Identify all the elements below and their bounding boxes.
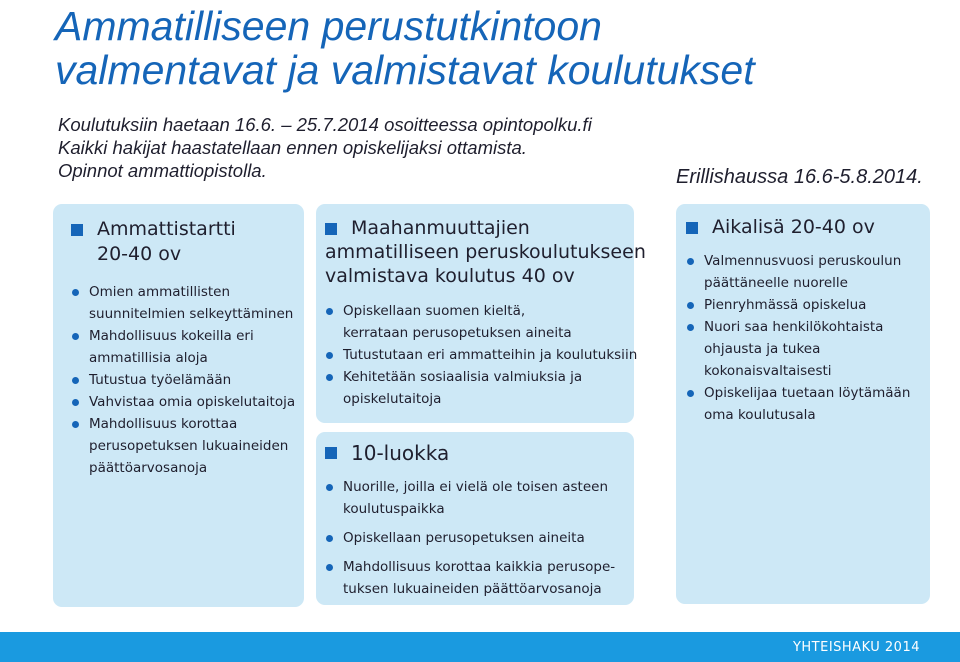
bullet-icon — [326, 484, 333, 491]
list-item-line: Opiskellaan suomen kieltä, — [343, 303, 526, 319]
kymppiluokka-heading-text — [351, 440, 449, 466]
maahanmuuttajat-heading-text — [325, 216, 530, 240]
list-item — [686, 250, 920, 294]
heading-line: 10-luokka — [351, 441, 450, 465]
list-item-line: Mahdollisuus kokeilla eri — [89, 328, 254, 344]
bullet-icon — [72, 289, 79, 296]
list-item-line: Tutustua työelämään — [89, 372, 232, 388]
maahanmuuttajat-heading — [325, 216, 624, 240]
kymppiluokka-box — [316, 432, 634, 605]
heading-line: Aikalisä 20-40 ov — [712, 216, 875, 238]
list-item-line: Opiskelijaa tuetaan löytämään — [704, 385, 911, 401]
list-item-line: Nuori saa henkilökohtaista — [704, 319, 884, 335]
heading-line: ammatilliseen peruskoulutukseen — [325, 241, 646, 263]
list-item-line: opiskelutaitoja — [343, 391, 442, 407]
list-item-line: kerrataan perusopetuksen aineita — [343, 325, 572, 341]
list-item — [325, 556, 624, 600]
list-item-line: Nuorille, joilla ei vielä ole toisen asteen — [343, 479, 609, 495]
list-item — [71, 413, 288, 479]
ammattistartti-heading-text — [97, 217, 236, 267]
aikalisa-box — [676, 204, 930, 604]
bullet-icon — [687, 258, 694, 265]
list-item-line: kokonaisvaltaisesti — [704, 363, 832, 379]
intro-line-1: Koulutuksiin haetaan 16.6. – 25.7.2014 osoitteessa opintopolku.fi — [58, 114, 592, 135]
list-item-line: Mahdollisuus korottaa — [89, 416, 238, 432]
list-item — [686, 294, 920, 316]
footer-bar — [0, 632, 960, 662]
list-item-line: Opiskellaan perusopetuksen aineita — [343, 530, 585, 546]
bullet-icon — [326, 352, 333, 359]
list-item-line: Mahdollisuus korottaa kaikkia perusope- — [343, 559, 616, 575]
aikalisa-heading — [686, 215, 920, 239]
ammattistartti-heading — [71, 217, 288, 267]
bullet-icon — [687, 390, 694, 397]
list-item — [325, 366, 624, 410]
erillishaku-note: Erillishaussa 16.6-5.8.2014. — [676, 166, 923, 188]
list-item — [325, 344, 638, 366]
list-item-line: perusopetuksen lukuaineiden — [89, 438, 289, 454]
list-item — [71, 391, 296, 413]
list-item-line: päättöarvosanoja — [89, 460, 208, 476]
list-item — [71, 281, 294, 325]
intro-line-2: Kaikki hakijat haastatellaan ennen opiskelijaksi ottamista. — [58, 137, 527, 158]
bullet-icon — [326, 535, 333, 542]
aikalisa-list — [686, 250, 920, 426]
bullet-icon — [72, 421, 79, 428]
maahanmuuttajat-list — [325, 300, 638, 410]
page-title-line-2: valmentavat ja valmistavat koulutukset — [55, 47, 755, 93]
list-item — [325, 300, 624, 344]
list-item — [686, 382, 920, 426]
list-item-line: tuksen lukuaineiden päättöarvosanoja — [343, 581, 602, 597]
maahanmuuttajat-box — [316, 204, 646, 423]
intro-text — [58, 113, 592, 182]
list-item — [71, 369, 288, 391]
list-item-line: Valmennusvuosi peruskoulun — [704, 253, 902, 269]
page-title-line-1: Ammatilliseen perustutkintoon — [55, 3, 602, 49]
list-item-line: koulutuspaikka — [343, 501, 445, 517]
list-item-line: Tutustutaan eri ammatteihin ja koulutuksiin — [343, 347, 638, 363]
footer-label: YHTEISHAKU 2014 — [792, 640, 920, 655]
list-item-line: Omien ammatillisten — [89, 284, 231, 300]
kymppiluokka-list — [325, 476, 624, 600]
list-item-line: Pienryhmässä opiskelua — [704, 297, 867, 313]
bullet-icon — [687, 302, 694, 309]
list-item — [325, 476, 624, 520]
list-item-line: ohjausta ja tukea — [704, 341, 821, 357]
list-item-line: ammatillisia aloja — [89, 350, 208, 366]
list-item-line: Vahvistaa omia opiskelutaitoja — [89, 394, 296, 410]
bullet-icon — [326, 374, 333, 381]
aikalisa-heading-text — [712, 215, 875, 239]
bullet-icon — [687, 324, 694, 331]
intro-line-3: Opinnot ammattiopistolla. — [58, 160, 267, 181]
square-bullet-icon — [686, 222, 698, 234]
bullet-icon — [326, 308, 333, 315]
heading-line: valmistava koulutus 40 ov — [325, 265, 575, 287]
page-title — [55, 4, 755, 92]
heading-line: 20-40 ov — [97, 243, 182, 265]
heading-line: Maahanmuuttajien — [351, 217, 530, 239]
heading-line: Ammattistartti — [97, 218, 236, 240]
bullet-icon — [72, 333, 79, 340]
list-item-line: Kehitetään sosiaalisia valmiuksia ja — [343, 369, 583, 385]
kymppiluokka-heading — [325, 440, 624, 466]
list-item-line: oma koulutusala — [704, 407, 816, 423]
ammattistartti-box — [53, 204, 304, 607]
bullet-icon — [326, 564, 333, 571]
list-item-line: päättäneelle nuorelle — [704, 275, 848, 291]
list-item — [686, 316, 920, 382]
list-item-line: suunnitelmien selkeyttäminen — [89, 306, 294, 322]
square-bullet-icon — [325, 447, 337, 459]
bullet-icon — [72, 399, 79, 406]
list-item — [325, 527, 624, 549]
ammattistartti-list — [71, 281, 296, 479]
square-bullet-icon — [71, 224, 83, 236]
list-item — [71, 325, 288, 369]
bullet-icon — [72, 377, 79, 384]
